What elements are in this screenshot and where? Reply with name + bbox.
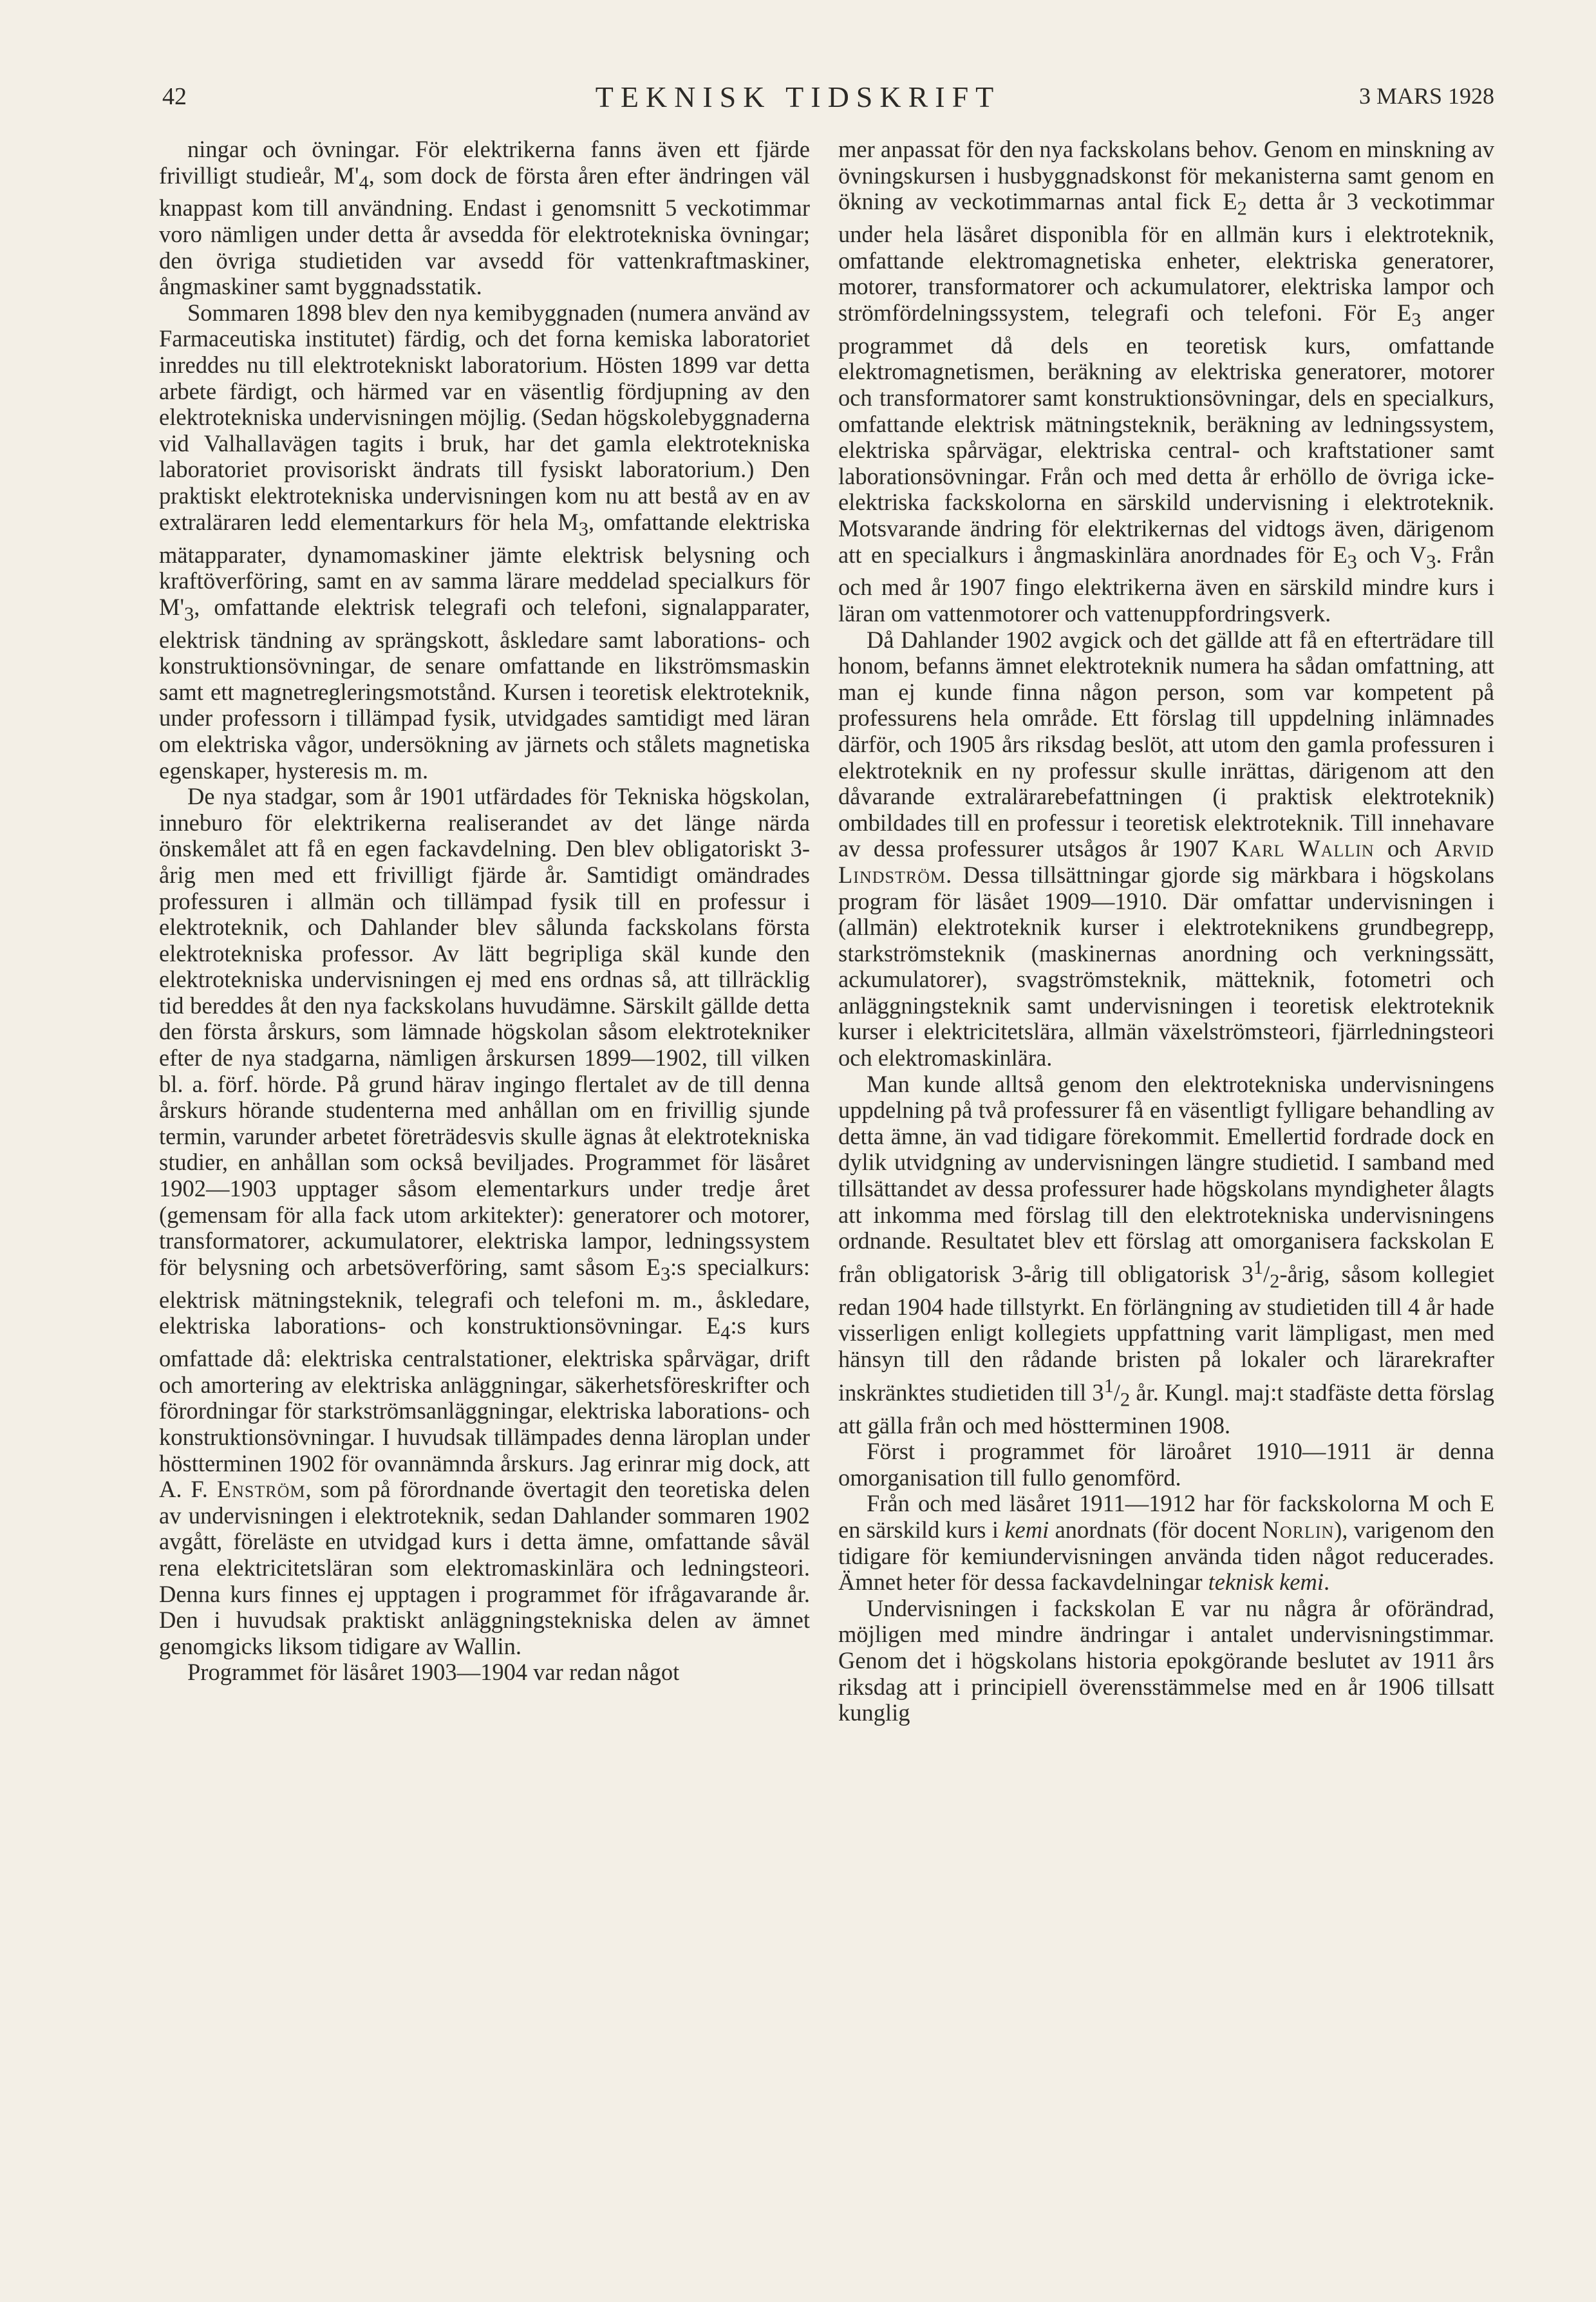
paragraph: Från och med läsåret 1911—1912 har för fackskolorna M och E en särskild kurs i kemi anordnats (för docent Norlin), varigenom den tidigare för kemiundervisningen använda tiden något reducerades. Ämnet heter för dessa fackavdelningar teknisk kemi. [838, 1490, 1494, 1596]
paragraph: De nya stadgar, som år 1901 utfärdades för Tekniska högskolan, inneburo för elektrikerna realiserandet av det länge närda önskemålet att få en egen fackavdelning. Den blev obligatoriskt 3-årig men med ett frivilligt fjärde år. Samtidigt omändrades professuren i allmän och tillämpad fysik till en professur i elektroteknik, och Dahlander blev sålunda fackskolans första elektrotekniska professor. Av lätt begripliga skäl kunde den elektrotekniska undervisningen ej med ens ordnas så, att tillräcklig tid bereddes åt den nya fackskolans huvudämne. Särskilt gällde detta den första årskurs, som lämnade högskolan såsom elektrotekniker efter de nya stadgarna, nämligen årskursen 1899—1902, till vilken bl. a. förf. hörde. På grund härav ingingo flertalet av de till denna årskurs hörande studenterna med anhållan om en frivillig sjunde termin, varunder arbetet företrädesvis skulle ägnas åt elektrotekniska studier, en anhållan som också beviljades. Programmet för läsåret 1902—1903 upptager såsom elementarkurs under tredje året (gemensam för alla fack utom arkitekter): generatorer och motorer, transformatorer, ackumulatorer, elektriska lampor, ledningssystem för belysning och arbetsöverföring, samt såsom $E_3:s$ specialkurs: elektrisk mätningsteknik, telegrafi och telefoni m. m., åskledare, elektriska laborations- och konstruktionsövningar. $E_4:s$ kurs omfattade då: elektriska centralstationer, elektriska spårvägar, drift och amortering av elektriska anläggningar, säkerhetsföreskrifter och förordningar för starkströmsanläggningar, elektriska laborations- och konstruktionsövningar. I huvudsak tillämpades denna läroplan under höstterminen 1902 för ovannämnda årskurs. Jag erinrar mig dock, att A. F. Enström, som på förordnande övertagit den teoretiska delen av undervisningen i elektroteknik, sedan Dahlander sommaren 1902 avgått, föreläste en utvidgad kurs i detta ämne, omfattande såväl rena elektricitetsläran som elektromaskinlära och ledningsteori. Denna kurs finnes ej upptagen i programmet för ifrågavarande år. Den i huvudsak praktiskt anläggningstekniska delen av ämnet genomgicks liksom tidigare av Wallin. [159, 783, 810, 1659]
paragraph: Undervisningen i fackskolan E var nu några år oförändrad, möjligen med mindre ändringar i antalet undervisningstimmar. Genom det i högskolans historia epokgörande beslutet av 1911 års riksdag att i principiell överensstämmelse med en år 1906 tillsatt kunglig [838, 1594, 1494, 1726]
page-header [0, 82, 1596, 124]
page-number: 42 [162, 83, 187, 110]
right-column [838, 137, 1494, 1726]
paragraph: ningar och övningar. För elektrikerna fanns även ett fjärde frivilligt studieår, $M'_4$, som dock de första åren efter ändringen väl knappast kom till användning. Endast i genomsnitt 5 veckotimmar voro nämligen under detta år avsedda för elektrotekniska övningar; den övriga studietiden var avsedd för vattenkraftmaskiner, ångmaskiner samt byggnadsstatik. [159, 136, 810, 300]
paragraph: Programmet för läsåret 1903—1904 var redan något [187, 1659, 680, 1686]
paragraph: Man kunde alltså genom den elektrotekniska undervisningens uppdelning på två professurer få en väsentligt fylligare behandling av detta ämne, än vad tidigare förekommit. Emellertid fordrade dock en dylik utvidgning av undervisningen längre studietid. I samband med tillsättandet av dessa professurer hade högskolans myndigheter ålagts att inkomma med förslag till den elektrotekniska undervisningens ordnande. Resultatet blev ett förslag att omorganisera fackskolan E från obligatorisk 3-årig till obligatorisk $3^1/_2$-årig, såsom kollegiet redan 1904 hade tillstyrkt. En förlängning av studietiden till 4 år hade visserligen enligt kollegiets uppfattning varit lämpligast, men med hänsyn till den rådande bristen på lokaler och lärarekrafter inskränktes studietiden till $3^1/_2$ år. Kungl. maj:t stadfäste detta förslag att gälla från och med höstterminen 1908. [838, 1070, 1494, 1439]
paragraph: Först i programmet för läroåret 1910—1911 är denna omorganisation till fullo genomförd. [838, 1438, 1494, 1491]
left-column [159, 137, 810, 1686]
paragraph: Sommaren 1898 blev den nya kemibyggnaden (numera använd av Farmaceutiska institutet) färdig, och det forna kemiska laboratoriet inreddes nu till elektrotekniskt laboratorium. Hösten 1899 var detta arbete färdigt, och härmed var en väsentlig fördjupning av den elektrotekniska undervisningen möjlig. (Sedan högskolebyggnaderna vid Valhallavägen tagits i bruk, har det gamla elektrotekniska laboratoriet provisoriskt ändrats till fysiskt laboratorium.) Den praktiskt elektrotekniska undervisningen kom nu att bestå av en av extraläraren ledd elementarkurs för hela $M_3$, omfattande elektriska mätapparater, dynamomaskiner jämte elektrisk belysning och kraftöverföring, samt en av samma lärare meddelad specialkurs för $M'_3$, omfattande elektrisk telegrafi och telefoni, signalapparater, elektrisk tändning av sprängskott, åskledare samt laborations- och konstruktionsövningar, de senare omfattande en likströmsmaskin samt ett magnetregleringsmotstånd. Kursen i teoretisk elektroteknik, under professorn i tillämpad fysik, utvidgades samtidigt med läran om elektriska vågor, undersökning av järnets och stålets magnetiska egenskaper, hysteresis m. m. [159, 299, 811, 784]
issue-date: 3 MARS 1928 [1358, 83, 1494, 109]
paragraph: mer anpassat för den nya fackskolans behov. Genom en minskning av övningskursen i husbyggnadskonst för mekanisterna samt genom en ökning av veckotimmarnas antal fick $E_2$ detta år 3 veckotimmar under hela läsåret disponibla för en allmän kurs i elektroteknik, omfattande elektromagnetiska enheter, elektriska generatorer, motorer, transformatorer och ackumulatorer, elektriska lampor och strömfördelningssystem, telegrafi och telefoni. För $E_3$ anger programmet då dels en teoretisk kurs, omfattande elektromagnetismen, beräkning av elektriska generatorer, motorer och transformatorer samt konstruktionsövningar, dels en specialkurs, omfattande elektrisk mätningsteknik, beräkning av ledningssystem, elektriska spårvägar, elektriska central- och kraftstationer samt laborationsövningar. Från och med detta år erhöllo de övriga icke-elektriska fackskolorna en särskild undervisning i elektroteknik. Motsvarande ändring för elektrikernas del vidtogs även, därigenom att en specialkurs i ångmaskinlära anordnades för $E_3$ och $V_3$. Från och med år 1907 fingo elektrikerna även en särskild mindre kurs i läran om vattenmotorer och vattenuppfordringsverk. [838, 136, 1495, 627]
paragraph: Då Dahlander 1902 avgick och det gällde att få en efterträdare till honom, befanns ämnet elektroteknik numera ha sådan omfattning, att man ej kunde finna någon person, som var kompetent på professurens hela område. Ett förslag till uppdelning inlämnades därför, och 1905 års riksdag beslöt, att utom den gamla professuren i elektroteknik en ny professur skulle inrättas, därigenom att den dåvarande extralärarebefattningen (i praktisk elektroteknik) ombildades till en professur i teoretisk elektroteknik. Till innehavare av dessa professurer utsågos år 1907 Karl Wallin och Arvid Lindström. Dessa tillsättningar gjorde sig märkbara i högskolans program för läsået 1909—1910. Där omfattar undervisningen i (allmän) elektroteknik kurser i elektroteknikens grundbegrepp, starkströmsteknik (maskinernas anordning och verkningssätt, ackumulatorer), svagströmsteknik, mätteknik, fotometri och anläggningsteknik samt undervisningen i teoretisk elektroteknik kurser i elektricitetslära, allmän växelströmsteori, fjärrledningsteori och elektromaskinlära. [838, 626, 1495, 1071]
journal-title: TEKNISK TIDSKRIFT [595, 80, 1001, 113]
